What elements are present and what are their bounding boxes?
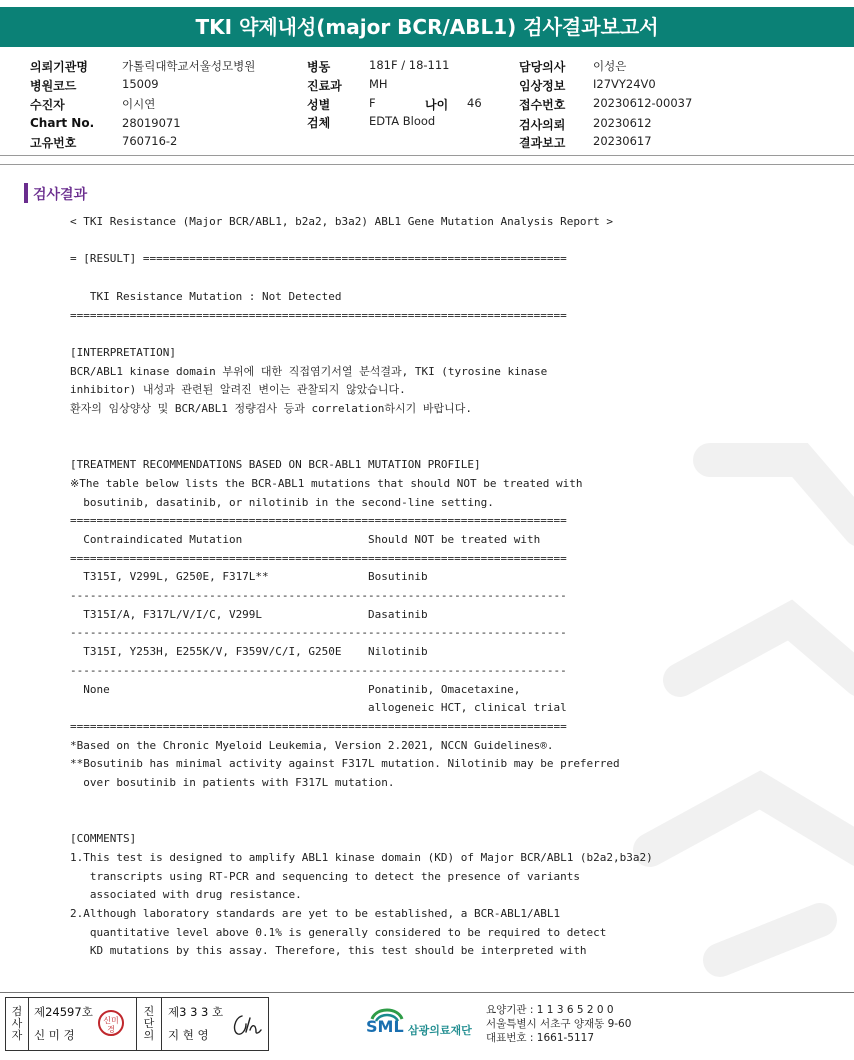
header-row-institution [30, 58, 310, 78]
report-line: transcripts using RT-PCR and sequencing to detect the presence of variants [70, 869, 580, 883]
header-label: 접수번호 [519, 98, 566, 112]
report-line: 환자의 임상양상 및 BCR/ABL1 정량검사 등과 correlation하시기 바랍니다. [70, 402, 472, 416]
header-value: 이성은 [593, 59, 627, 73]
examiner-license: 제24597호 [34, 1005, 93, 1019]
report-line: [TREATMENT RECOMMENDATIONS BASED ON BCR-ABL1 MUTATION PROFILE] [70, 458, 481, 472]
examiner-label: 검사자 [11, 1005, 23, 1042]
report-line [70, 437, 653, 456]
header-label: 담당의사 [519, 60, 566, 74]
header-value: 181F / 18-111 [369, 58, 450, 72]
header-label: 진료과 [307, 79, 342, 93]
header-label: 의뢰기관명 [30, 60, 88, 74]
header-value: 20230617 [593, 134, 652, 148]
header-row-chart-no [30, 116, 310, 136]
header-row-request-date [519, 116, 719, 136]
header-row-unique-no [30, 134, 310, 154]
report-line: allogeneic HCT, clinical trial [70, 701, 567, 715]
report-line: =========================================================================== [70, 551, 567, 565]
header-value: 760716-2 [122, 134, 178, 148]
report-line: inhibitor) 내성과 관련된 알려진 변이는 관찰되지 않았습니다. [70, 383, 406, 397]
report-line: *Based on the Chronic Myeloid Leukemia, Version 2.2021, NCCN Guidelines®. [70, 738, 554, 752]
report-line [70, 793, 653, 812]
report-line: ※The table below lists the BCR-ABL1 mutations that should NOT be treated with [70, 476, 583, 490]
examiner-seal [98, 1010, 124, 1036]
foundation-name: 삼광의료재단 [408, 1024, 472, 1037]
header-value: MH [369, 77, 388, 91]
report-line: over bosutinib in patients with F317L mutation. [70, 776, 395, 790]
header-row-clinical-info [519, 77, 719, 97]
header-label: 수진자 [30, 98, 65, 112]
report-line: **Bosutinib has minimal activity against F317L mutation. Nilotinib may be preferred [70, 757, 620, 771]
report-line: = [RESULT] ================================================================ [70, 252, 567, 266]
institution-code: 요양기관 : 1 1 3 6 5 2 0 0 [486, 1004, 614, 1016]
header-row-receipt-no [519, 96, 719, 116]
report-line: =========================================================================== [70, 308, 567, 322]
header-label: Chart No. [30, 116, 95, 130]
examiner-label-cell [6, 998, 29, 1050]
header-value: EDTA Blood [369, 114, 436, 128]
report-line: None Ponatinib, Omacetaxine, [70, 682, 521, 696]
header-row-sex [307, 96, 507, 116]
approver-signature [228, 1010, 264, 1040]
approver-label-cell [136, 998, 162, 1050]
header-label: 고유번호 [30, 136, 77, 150]
report-line: 2.Although laboratory standards are yet to be established, a BCR-ABL1/ABL1 [70, 907, 561, 921]
header-row-department [307, 77, 507, 97]
signature-box [5, 997, 269, 1051]
header-value: 20230612 [593, 116, 652, 130]
section-title: 검사결과 [33, 187, 88, 203]
header-value: 15009 [122, 77, 159, 91]
report-line [70, 325, 653, 344]
report-line: =========================================================================== [70, 514, 567, 528]
header-value: 20230612-00037 [593, 96, 693, 110]
report-line: bosutinib, dasatinib, or nilotinib in the second-line setting. [70, 495, 494, 509]
report-line [70, 232, 653, 251]
institution-phone: 대표번호 : 1661-5117 [486, 1032, 595, 1044]
header-row-hospital-code [30, 77, 310, 97]
report-line: TKI Resistance Mutation : Not Detected [70, 289, 342, 303]
sml-logo [366, 1003, 476, 1043]
report-line: quantitative level above 0.1% is generally considered to be required to detect [70, 925, 607, 939]
report-line: associated with drug resistance. [70, 888, 302, 902]
age-value: 46 [467, 96, 482, 110]
report-line: --------------------------------------------------------------------------- [70, 626, 567, 640]
report-line: [COMMENTS] [70, 832, 137, 846]
header-divider-top [0, 155, 854, 156]
report-title: TKI 약제내성(major BCR/ABL1) 검사결과보고서 [0, 7, 854, 47]
institution-info [486, 1003, 631, 1045]
section-marker [24, 183, 28, 203]
header-label: 임상정보 [519, 79, 566, 93]
age-label: 나이 [425, 98, 449, 112]
report-line: < TKI Resistance (Major BCR/ABL1, b2a2, b3a2) ABL1 Gene Mutation Analysis Report > [70, 215, 614, 228]
header-value: F [369, 96, 376, 110]
header-label: 검체 [307, 116, 331, 130]
report-line [70, 812, 653, 831]
header-row-specimen [307, 114, 507, 134]
approver-license: 제3 3 3 호 [168, 1005, 224, 1019]
report-line: T315I, V299L, G250E, F317L** Bosutinib [70, 570, 428, 584]
report-line: =========================================================================== [70, 719, 567, 733]
examiner-seal-text: 신미경 [103, 1016, 119, 1034]
report-line: Contraindicated Mutation Should NOT be treated with [70, 532, 541, 546]
header-row-doctor [519, 58, 719, 78]
approver-name: 지 현 영 [168, 1028, 209, 1042]
report-line: --------------------------------------------------------------------------- [70, 663, 567, 677]
header-value: 28019071 [122, 116, 181, 130]
header-label: 검사의뢰 [519, 118, 566, 132]
header-label: 병원코드 [30, 79, 77, 93]
header-label: 결과보고 [519, 136, 566, 150]
header-label: 병동 [307, 60, 331, 74]
header-value: 이시연 [122, 97, 156, 111]
header-row-ward [307, 58, 507, 78]
report-line [70, 269, 653, 288]
report-line: 1.This test is designed to amplify ABL1 kinase domain (KD) of Major BCR/ABL1 (b2a2,b3a2) [70, 850, 653, 864]
report-line [70, 419, 653, 438]
header-row-patient [30, 96, 310, 116]
report-line: KD mutations by this assay. Therefore, this test should be interpreted with [70, 944, 587, 958]
examiner-name: 신 미 경 [34, 1028, 75, 1042]
report-line: --------------------------------------------------------------------------- [70, 589, 567, 603]
sml-logo-text: SML [366, 1017, 404, 1036]
report-line: BCR/ABL1 kinase domain 부위에 대한 직접염기서열 분석결과, TKI (tyrosine kinase [70, 364, 548, 378]
approver-label: 진단의 [143, 1005, 155, 1042]
report-line: T315I/A, F317L/V/I/C, V299L Dasatinib [70, 607, 428, 621]
footer-divider [0, 992, 854, 993]
header-value: I27VY24V0 [593, 77, 656, 91]
header-row-report-date [519, 134, 719, 154]
report-body [70, 213, 653, 961]
institution-address: 서울특별시 서초구 양재동 9-60 [486, 1018, 632, 1030]
report-line: T315I, Y253H, E255K/V, F359V/C/I, G250E Nilotinib [70, 645, 428, 659]
header-label: 성별 [307, 98, 331, 112]
header-value: 가톨릭대학교서울성모병원 [122, 59, 256, 73]
header-divider-bottom [0, 164, 854, 165]
report-line: [INTERPRETATION] [70, 345, 176, 359]
